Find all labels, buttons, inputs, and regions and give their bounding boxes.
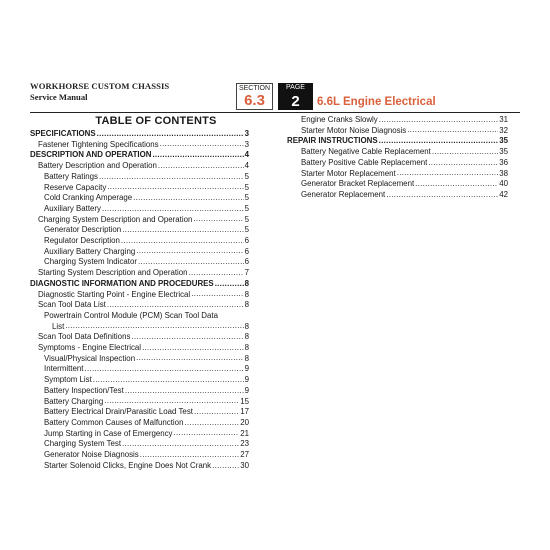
toc-leader-dots [152,150,243,161]
toc-entry[interactable] [30,140,249,151]
toc-entry-page: 5 [244,203,249,213]
toc-entry-text: Cold Cranking Amperage [44,193,133,203]
toc-right-column [287,115,508,201]
toc-leader-dots [107,300,244,311]
toc-entry-text: Generator Noise Diagnosis [44,450,139,460]
toc-leader-dots [104,397,239,408]
toc-entry[interactable] [287,169,508,180]
toc-entry[interactable] [30,225,249,236]
toc-title: TABLE OF CONTENTS [95,115,217,127]
toc-entry-page: 6 [244,246,249,256]
brand-block [30,81,169,102]
toc-entry[interactable] [287,158,508,169]
toc-leader-dots [379,115,498,126]
toc-entry-page: 8 [244,332,249,342]
toc-entry-text: Visual/Physical Inspection [44,353,136,363]
toc-entry-page: 8 [244,289,249,299]
toc-entry[interactable] [30,129,249,140]
toc-entry-text: Charging System Test [44,439,122,449]
page-number: 2 [278,93,313,110]
toc-entry[interactable] [30,257,249,268]
toc-entry-page: 5 [244,171,249,181]
toc-entry-page: 30 [240,460,249,470]
toc-entry[interactable] [287,190,508,201]
toc-entry-text: Charging System Description and Operation [38,214,193,224]
toc-entry-page: 9 [244,375,249,385]
toc-leader-dots [379,136,499,147]
toc-entry-text: Scan Tool Data List [38,300,106,310]
toc-entry[interactable] [30,236,249,247]
toc-leader-dots [121,236,244,247]
toc-leader-dots [219,311,248,322]
toc-left-column [30,129,249,472]
toc-leader-dots [407,126,498,137]
toc-entry-text: Auxiliary Battery Charging [44,246,136,256]
toc-entry-page: 8 [244,278,249,288]
toc-entry[interactable] [30,290,249,301]
toc-leader-dots [93,375,244,386]
toc-entry-page: 8 [244,353,249,363]
toc-entry-page: 4 [244,161,249,171]
toc-entry-page: 20 [240,417,249,427]
toc-entry-text: Starter Motor Replacement [301,168,396,178]
page-label: PAGE [278,83,313,93]
toc-leader-dots [191,290,243,301]
toc-entry[interactable] [30,354,249,365]
toc-leader-dots [107,183,243,194]
toc-entry[interactable] [30,407,249,418]
toc-entry[interactable] [287,179,508,190]
toc-entry-page: 9 [244,364,249,374]
toc-entry-text: Battery Ratings [44,171,98,181]
toc-entry[interactable] [30,461,249,472]
toc-entry-text: Battery Electrical Drain/Parasitic Load Test [44,407,193,417]
toc-entry[interactable] [30,247,249,258]
toc-entry-text: Regulator Description [44,236,120,246]
toc-entry-text: Generator Description [44,225,122,235]
toc-leader-dots [184,418,239,429]
toc-entry-text: Jump Starting in Case of Emergency [44,428,173,438]
toc-leader-dots [136,354,244,365]
manual-name: Service Manual [30,91,88,102]
toc-entry-page: 6 [244,257,249,267]
toc-entry-page: 4 [244,150,249,160]
toc-leader-dots [102,204,244,215]
toc-entry-page: 9 [244,385,249,395]
toc-entry-page: 38 [499,168,508,178]
toc-leader-dots [189,268,244,279]
toc-entry[interactable] [287,136,508,147]
toc-entry-page: 27 [240,450,249,460]
toc-leader-dots [215,279,244,290]
toc-entry-page: 5 [244,182,249,192]
toc-entry[interactable] [30,429,249,440]
toc-leader-dots [158,161,244,172]
toc-leader-dots [432,147,498,158]
toc-entry-page: 3 [244,139,249,149]
toc-leader-dots [174,429,240,440]
toc-leader-dots [386,190,498,201]
toc-entry-text: Battery Description and Operation [38,161,157,171]
toc-entry[interactable] [30,161,249,172]
toc-entry-page: 23 [240,439,249,449]
toc-entry[interactable] [30,364,249,375]
toc-leader-dots [84,364,243,375]
toc-entry[interactable] [287,147,508,158]
toc-entry[interactable] [30,268,249,279]
toc-entry[interactable] [30,418,249,429]
toc-leader-dots [99,172,244,183]
toc-entry-text: Intermittent [44,364,84,374]
toc-entry[interactable] [30,150,249,161]
toc-entry-text: Generator Bracket Replacement [301,179,415,189]
toc-entry[interactable] [287,115,508,126]
toc-entry-page: 6 [244,236,249,246]
toc-entry[interactable] [30,279,249,290]
toc-entry-text: Generator Replacement [301,189,386,199]
toc-entry-page: 8 [244,343,249,353]
toc-entry-text: Reserve Capacity [44,182,107,192]
toc-entry-text: Symptoms - Engine Electrical [38,343,142,353]
toc-leader-dots [122,439,239,450]
toc-entry-page: 8 [244,321,249,331]
toc-entry-page: 40 [499,179,508,189]
toc-leader-dots [142,343,244,354]
toc-entry-text: Scan Tool Data Definitions [38,332,131,342]
toc-entry[interactable] [30,204,249,215]
toc-entry[interactable] [30,193,249,204]
section-number: 6.3 [244,92,265,109]
toc-leader-dots [193,215,243,226]
toc-entry[interactable] [30,375,249,386]
toc-entry[interactable] [30,300,249,311]
toc-entry-page: 21 [240,428,249,438]
toc-entry[interactable] [30,215,249,226]
toc-leader-dots [122,225,243,236]
toc-entry-page: 5 [244,193,249,203]
toc-entry-page: 8 [244,300,249,310]
toc-leader-dots [415,179,498,190]
toc-entry-page: 42 [499,189,508,199]
toc-entry[interactable] [30,172,249,183]
toc-entry-page: 15 [240,396,249,406]
toc-entry[interactable] [30,183,249,194]
toc-entry-page: 35 [499,136,508,146]
toc-entry-text: Battery Common Causes of Malfunction [44,417,184,427]
toc-entry-text: List [52,321,65,331]
toc-leader-dots [194,407,239,418]
toc-entry-text: DESCRIPTION AND OPERATION [30,150,152,160]
toc-entry-page: 3 [244,129,249,138]
toc-entry-page: 5 [244,214,249,224]
toc-entry[interactable] [287,126,508,137]
toc-entry-page: 7 [244,268,249,278]
toc-leader-dots [397,169,498,180]
toc-entry[interactable] [30,311,249,322]
toc-leader-dots [97,129,244,140]
toc-entry-text: Starter Motor Noise Diagnosis [301,125,407,135]
header-divider [30,112,520,113]
toc-entry-text: Battery Positive Cable Replacement [301,157,428,167]
toc-entry-text: Battery Charging [44,396,104,406]
section-box [236,83,273,110]
toc-entry-text: SPECIFICATIONS [30,129,96,138]
toc-entry-text: Symptom List [44,375,92,385]
toc-entry-text: DIAGNOSTIC INFORMATION AND PROCEDURES [30,278,214,288]
toc-entry[interactable] [30,450,249,461]
toc-entry-page: 32 [499,125,508,135]
toc-leader-dots [138,257,244,268]
toc-entry[interactable] [30,439,249,450]
toc-entry[interactable] [30,343,249,354]
toc-leader-dots [125,386,244,397]
toc-entry-page: 17 [240,407,249,417]
toc-leader-dots [136,247,243,258]
toc-entry-text: Powertrain Control Module (PCM) Scan Tool Data [44,310,218,320]
toc-entry-text: Battery Inspection/Test [44,385,124,395]
engine-title: 6.6L Engine Electrical [317,96,436,108]
toc-entry-text: Charging System Indicator [44,257,137,267]
toc-entry[interactable] [30,332,249,343]
toc-entry-page: 35 [499,147,508,157]
toc-leader-dots [160,140,244,151]
toc-entry-text: Auxiliary Battery [44,203,102,213]
toc-entry[interactable] [30,322,249,333]
toc-leader-dots [212,461,239,472]
toc-leader-dots [133,193,243,204]
toc-entry-text: REPAIR INSTRUCTIONS [287,136,378,146]
toc-entry-page: 31 [499,115,508,124]
toc-entry-text: Starting System Description and Operation [38,268,188,278]
toc-entry[interactable] [30,397,249,408]
section-label: SECTION [238,85,271,92]
brand-name: WORKHORSE CUSTOM CHASSIS [30,81,170,91]
toc-entry-text: Engine Cranks Slowly [301,115,378,124]
toc-entry-text: Starter Solenoid Clicks, Engine Does Not Crank [44,460,212,470]
toc-entry-page: 36 [499,157,508,167]
toc-entry-page: 5 [244,225,249,235]
toc-leader-dots [65,322,243,333]
toc-entry[interactable] [30,386,249,397]
toc-leader-dots [140,450,239,461]
toc-entry-text: Diagnostic Starting Point - Engine Electrical [38,289,191,299]
toc-leader-dots [131,332,243,343]
toc-entry-text: Fastener Tightening Specifications [38,139,159,149]
toc-entry-text: Battery Negative Cable Replacement [301,147,431,157]
toc-leader-dots [428,158,498,169]
